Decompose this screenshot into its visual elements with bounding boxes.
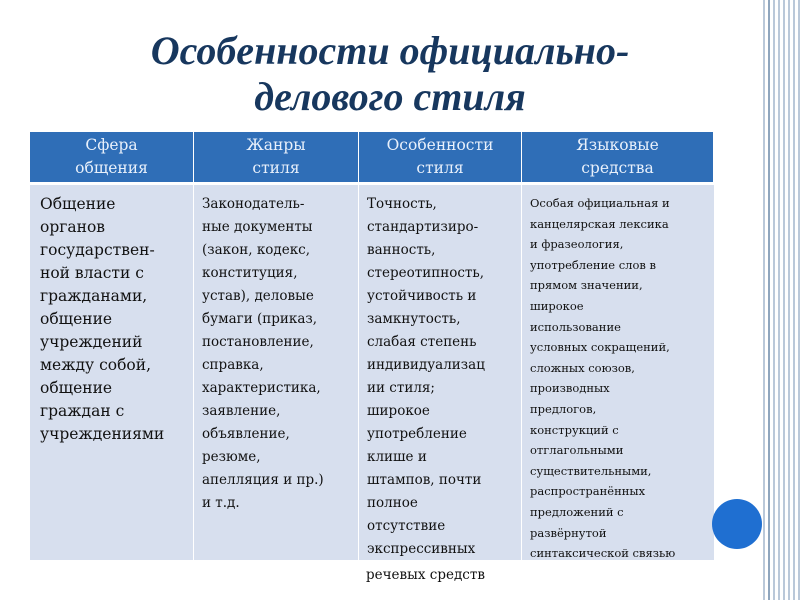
header-genres: Жанры стиля (194, 132, 359, 185)
cell-sphere: Общение органов государствен- ной власти с гражданами, общение учреждений между собой, общение граждан с учреждениями (30, 185, 194, 560)
decorative-stripes (760, 0, 800, 600)
decorative-line (768, 0, 770, 600)
style-features-table (30, 132, 714, 560)
cell-language-means: Особая официальная и канцелярская лексика и фразеология, употребление слов в прямом значении, широкое использование условных сокращений, сложных союзов, производных предлогов, конструкций с отглагольными существительными, распространённых предложений с развёрнутой синтаксической связью (522, 185, 714, 560)
header-features: Особенности стиля (359, 132, 522, 185)
slide-title: Особенности официально- делового стиля (150, 28, 630, 119)
decorative-circle (712, 499, 762, 549)
cell-features-overflow: речевых средств (366, 567, 485, 583)
header-language-means: Языковые средства (522, 132, 714, 185)
cell-genres: Законодатель- ные документы (закон, кодекс, конституция, устав), деловые бумаги (приказ, постановление, справка, характеристика, заявление, объявление, резюме, апелляция и пр.) и т.д. (194, 185, 359, 560)
header-sphere: Сфера общения (30, 132, 194, 185)
cell-features: Точность, стандартизиро- ванность, стереотипность, устойчивость и замкнутость, слабая степень индивидуализац ии стиля; широкое употребление клише и штампов, почти полное отсутствие экспрессивных (359, 185, 522, 560)
